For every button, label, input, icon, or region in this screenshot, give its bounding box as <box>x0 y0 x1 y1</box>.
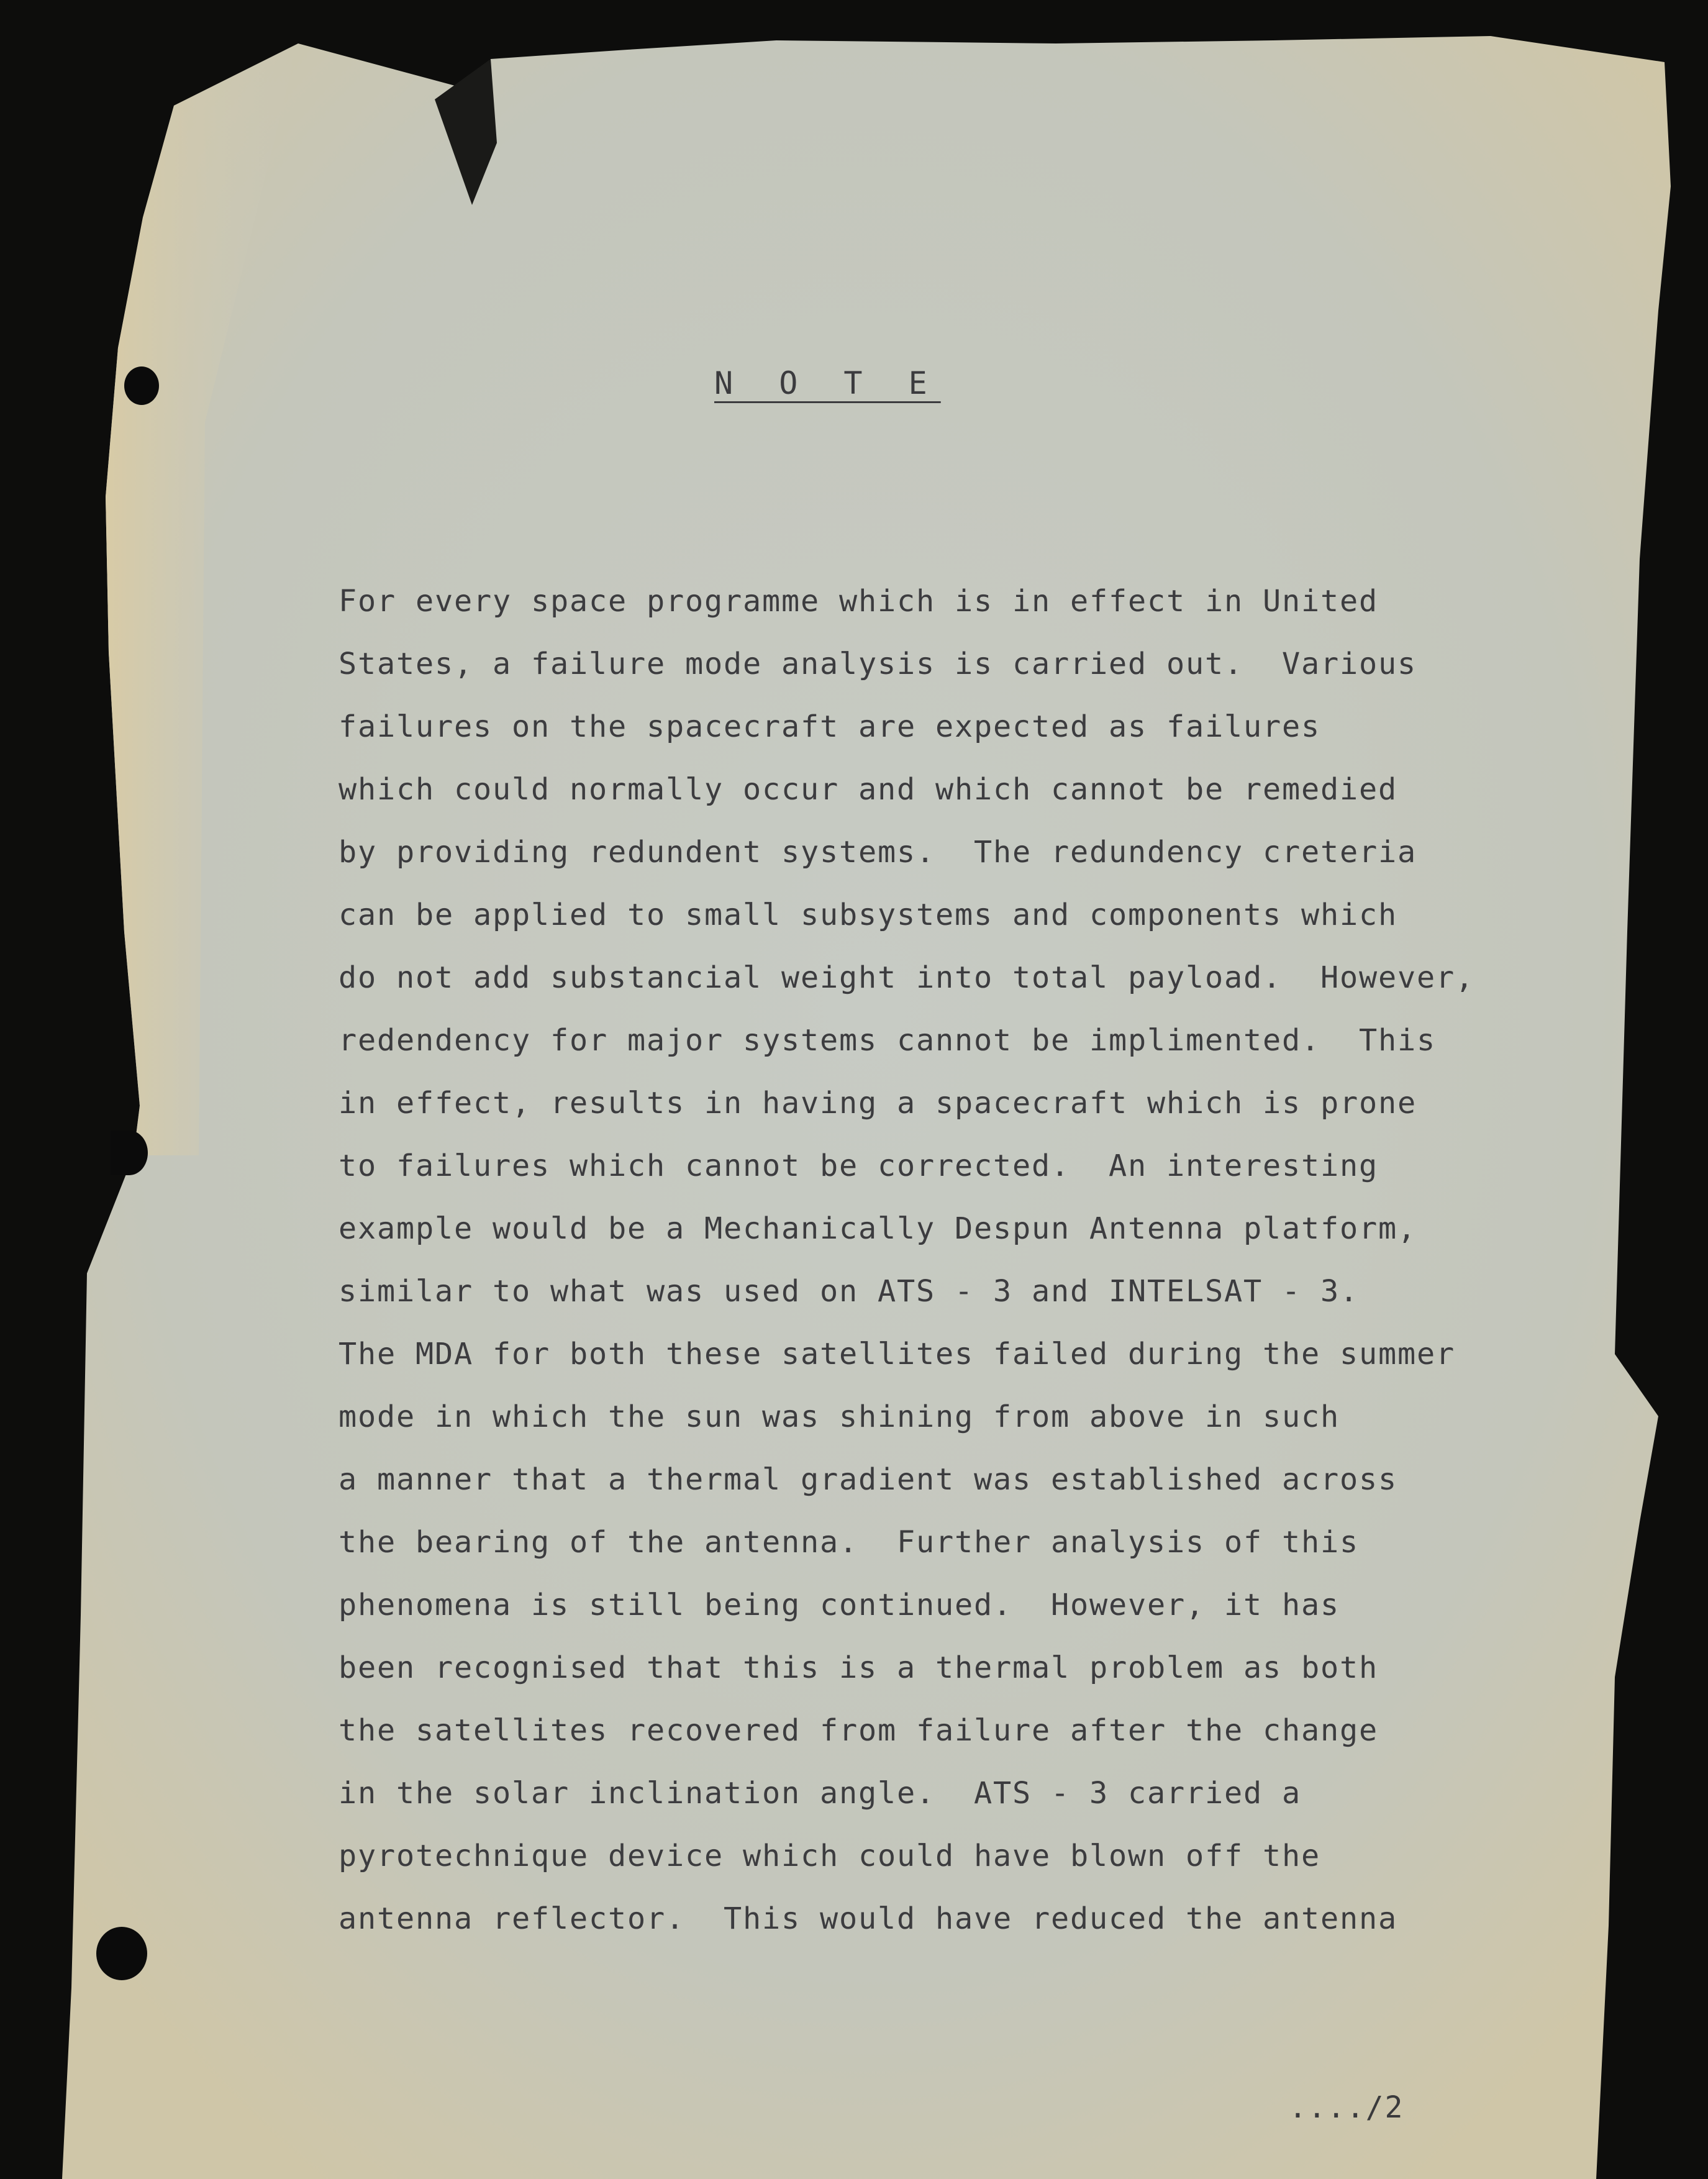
body-line: For every space programme which is in effect in United <box>338 584 1378 619</box>
body-line: the satellites recovered from failure after the change <box>338 1713 1378 1748</box>
body-line: example would be a Mechanically Despun Antenna platform, <box>338 1211 1417 1246</box>
page-continuation-marker: ..../2 <box>1289 2090 1404 2125</box>
body-line: do not add substancial weight into total payload. However, <box>338 960 1474 995</box>
body-line: States, a failure mode analysis is carried out. Various <box>338 647 1417 681</box>
body-line: redendency for major systems cannot be implimented. This <box>338 1023 1436 1058</box>
body-line: phenomena is still being continued. However, it has <box>338 1588 1340 1622</box>
body-line: been recognised that this is a thermal problem as both <box>338 1650 1378 1685</box>
body-line: The MDA for both these satellites failed during the summer <box>338 1337 1455 1372</box>
body-line: in effect, results in having a spacecraft which is prone <box>338 1086 1417 1121</box>
body-line: failures on the spacecraft are expected as failures <box>338 709 1320 744</box>
body-line: in the solar inclination angle. ATS - 3 carried a <box>338 1776 1301 1811</box>
body-line: pyrotechnique device which could have blown off the <box>338 1839 1320 1873</box>
body-line: which could normally occur and which cannot be remedied <box>338 772 1397 807</box>
body-line: to failures which cannot be corrected. An interesting <box>338 1149 1378 1183</box>
body-line: similar to what was used on ATS - 3 and INTELSAT - 3. <box>338 1274 1359 1309</box>
body-line: a manner that a thermal gradient was established across <box>338 1462 1397 1497</box>
body-line: by providing redundent systems. The redundency creteria <box>338 835 1417 870</box>
page-title: N O T E <box>714 365 941 401</box>
body-line: antenna reflector. This would have reduced the antenna <box>338 1901 1397 1936</box>
body-line: can be applied to small subsystems and components which <box>338 898 1397 932</box>
body-line: mode in which the sun was shining from above in such <box>338 1399 1340 1434</box>
body-line: the bearing of the antenna. Further analysis of this <box>338 1525 1359 1560</box>
